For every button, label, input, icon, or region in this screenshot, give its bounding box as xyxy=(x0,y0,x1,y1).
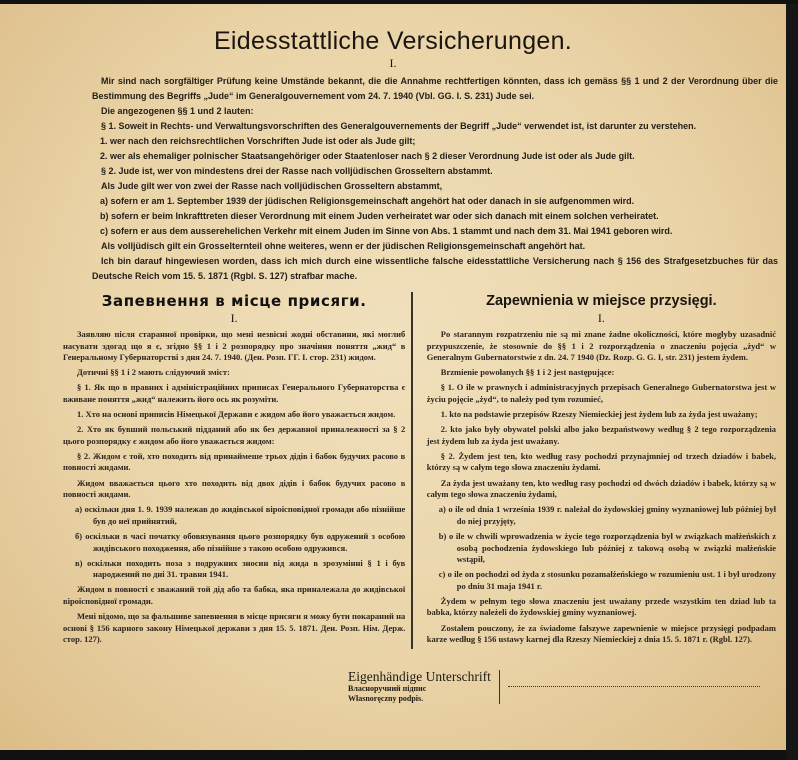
ukrainian-column xyxy=(63,292,405,649)
signature-label-ukrainian: Власноручний підпис xyxy=(348,684,427,694)
ukrainian-paragraph: а) оскільки дня 1. 9. 1939 належав до жидівської віроісповідної громади або пізнійше був до неї прийнятий, xyxy=(75,504,406,526)
polish-column xyxy=(427,292,776,649)
polish-paragraph: Po starannym rozpatrzeniu nie są mi znane żadne okoliczności, które mogłyby uzasadnić przypuszczenie, że stosownie do §§ 1 i 2 rozporządzenia o znaczeniu pojęcia „żyd“ w Generalnym Gubernatorstwie z dn. 24. 7 1940 (Dz. Rozp. G. G. I, str. 231) jestem żydem. xyxy=(426,329,776,363)
german-paragraph: b) sofern er beim Inkrafttreten dieser Verordnung mit einem Juden verheiratet war oder sich danach mit einem solchen verheiratet. xyxy=(100,211,659,221)
german-paragraph: Mir sind nach sorgfältiger Prüfung keine Umstände bekannt, die die Annahme rechtfertigen könnten, dass ich gemäss §§ 1 und 2 der Verordnung über die Bestimmung des Begriffs „Jude“ im Generalgouvernement vom 24. 7. 1940 (Vbl. GG. I. S. 231) Jude sei. xyxy=(92,76,778,101)
polish-paragraph: a) o ile od dnia 1 września 1939 r. należał do żydowskiej gminy wyznaniowej lub później był do niej przyjęty, xyxy=(438,504,776,526)
ukrainian-paragraph: Заявляю після старанної провірки, що мені незвісні жодні обставини, які моглиб насувати здогад що я є, згідно §§ 1 і 2 розпорядку про значіння поняття „жид“ в Генеральному Губернаторстві з дня 24. 7. 1940. (Ден. Розп. ГГ. I. стор. 231) жидом. xyxy=(63,329,406,363)
german-paragraph: Ich bin darauf hingewiesen worden, dass ich mich durch eine wissentliche falsche eidesstattliche Versicherung nach § 156 des Strafgesetzbuches für das Deutsche Reich vom 15. 5. 1871 (Rgbl. S. 127) strafbar mache. xyxy=(92,256,778,281)
polish-paragraph: Żydem w pełnym tego słowa znaczeniu jest uważany przede wszystkim ten dziad lub ta babka, którzy należeli do żydowskiej gminy wyznaniowej. xyxy=(426,595,776,618)
german-paragraph: Als Jude gilt wer von zwei der Rasse nach volljüdischen Grosseltern abstammt, xyxy=(101,181,443,191)
polish-paragraph: § 2. Żydem jest ten, kto według rasy pochodzi przynajmniej od trzech dziadów i babek, którzy są w całym tego słowa znaczeniu żydami. xyxy=(426,450,776,473)
german-paragraph: Als volljüdisch gilt ein Grosselternteil ohne weiteres, wenn er der jüdischen Religionsgemeinschaft angehört hat. xyxy=(101,241,586,251)
german-paragraph: Die angezogenen §§ 1 und 2 lauten: xyxy=(101,106,254,116)
polish-paragraph: b) o ile w chwili wprowadzenia w życie tego rozporządzenia był w związkach małżeńskich z osobą pochodzenia żydowskiego lub później z takową osobą w związki małżeńskie wstąpił, xyxy=(438,530,776,565)
polish-paragraph: Zostałem pouczony, że za świadome fałszywe zapewnienie w miejsce przysięgi podpadam karze według § 156 ustawy karnej dla Rzeszy Niemieckiej z dnia 15. 5. 1871 r. (Rgbl. 127). xyxy=(426,622,776,645)
polish-title: Zapewnienia w miejsce przysięgi. xyxy=(486,293,717,309)
scan-border xyxy=(786,4,798,760)
column-divider xyxy=(411,292,413,649)
document-title: Eidesstattliche Versicherungen. xyxy=(213,27,573,55)
ukrainian-title: Запевнення в місце присяги. xyxy=(101,292,367,310)
german-declaration xyxy=(92,74,778,284)
signature-label-german: Eigenhändige Unterschrift xyxy=(348,669,491,685)
ukrainian-paragraph: 2. Хто як бувший польський підданий або як без державної приналежності за § 2 цього розпорядку є жидом або його уважається жидом: xyxy=(63,424,406,446)
ukrainian-paragraph: б) оскільки в часі початку обовязування цього розпорядку був одружений з особою жидівського походження, або пізнійше з такою особою одружився. xyxy=(75,530,406,553)
ukrainian-section-number: I. xyxy=(230,311,238,325)
ukrainian-paragraph: в) оскільки походить поза з подружних зносин від жида в зрозумінні § 1 і був народжений по дні 31. травня 1941. xyxy=(75,557,406,580)
ukrainian-paragraph: 1. Хто на основі приписів Німецької Держави є жидом або його уважається жидом. xyxy=(77,409,396,420)
german-paragraph: 1. wer nach den reichsrechtlichen Vorschriften Jude ist oder als Jude gilt; xyxy=(100,136,416,146)
ukrainian-paragraph: Жидом вважається цього хто походить від двох дідів і бабок будучих расово в повності жидами. xyxy=(63,477,406,500)
german-paragraph: c) sofern er aus dem ausserehelichen Verkehr mit einem Juden im Sinne von Abs. 1 stammt und nach dem 31. Mai 1941 geboren wird. xyxy=(100,226,673,236)
german-paragraph: § 1. Soweit in Rechts- und Verwaltungsvorschriften des Generalgouvernements der Begriff „Jude“ verwendet ist, ist darunter zu verstehen. xyxy=(101,121,697,131)
polish-paragraph: 2. kto jako były obywatel polski albo jako bezpaństwowy według § 2 tego rozporządzenia jest żydem lub za żyda jest uważany. xyxy=(426,424,776,446)
signature-line[interactable] xyxy=(508,686,760,687)
german-paragraph: § 2. Jude ist, wer von mindestens drei der Rasse nach volljüdischen Grosseltern abstammt. xyxy=(101,166,493,176)
polish-declaration xyxy=(427,329,776,646)
document-page xyxy=(0,4,786,750)
ukrainian-paragraph: Жидом в повності є зважаний той дід або та бабка, яка приналежала до жидівської віроісповідної громади. xyxy=(63,584,406,606)
german-section-number: I. xyxy=(389,56,397,70)
ukrainian-declaration xyxy=(63,329,405,646)
polish-paragraph: 1. kto na podstawie przepisów Rzeszy Niemieckiej jest żydem lub za żyda jest uważany; xyxy=(440,409,758,420)
polish-section-number: I. xyxy=(597,311,605,325)
german-paragraph: 2. wer als ehemaliger polnischer Staatsangehöriger oder Staatenloser nach § 2 dieser Verordnung Jude ist oder als Jude gilt. xyxy=(100,151,635,161)
polish-paragraph: § 1. O ile w prawnych i administracyjnych przepisach Generalnego Gubernatorstwa jest w życiu pojęcie „żyd“, to należy pod tym rozumieć, xyxy=(426,382,776,404)
german-paragraph: a) sofern er am 1. September 1939 der jüdischen Religionsgemeinschaft angehört hat oder danach in sie aufgenommen wird. xyxy=(100,196,635,206)
ukrainian-paragraph: Мені відомо, що за фальшиве запевнення в місце присяги я можу бути покараний на основі § 156 карного закону Німецької держави з дня 15. 5. 1871. Ден. Розп. Нім. Держ. стор. 127). xyxy=(63,610,406,645)
ukrainian-paragraph: § 2. Жидом є той, хто походить від принаймеше трьох дідів і бабок будучих расово в повності жидами. xyxy=(63,450,406,473)
signature-label-polish: Własnoręczny podpis. xyxy=(348,694,424,704)
translation-columns xyxy=(63,292,776,649)
signature-labels xyxy=(348,669,491,704)
signature-bracket xyxy=(499,670,501,704)
polish-paragraph: c) o ile on pochodzi od żyda z stosunku pozamałżeńskiego w rozumieniu ust. 1 i był urodzony po dniu 31 maja 1941 r. xyxy=(438,569,776,591)
polish-paragraph: Za żyda jest uważany ten, kto według rasy pochodzi od dwóch dziadów i babek, którzy są w całym tego słowa znaczeniu żydami, xyxy=(426,477,776,500)
polish-paragraph: Brzmienie powołanych §§ 1 i 2 jest następujące: xyxy=(440,367,615,378)
ukrainian-paragraph: § 1. Як що в правних і адміністраційних приписах Генерального Губернаторства є вживане поняття „жид“ належить його ось як розуміти. xyxy=(63,382,406,404)
ukrainian-paragraph: Дотичні §§ 1 і 2 мають слідуючий зміст: xyxy=(77,367,230,378)
signature-area xyxy=(348,669,776,704)
